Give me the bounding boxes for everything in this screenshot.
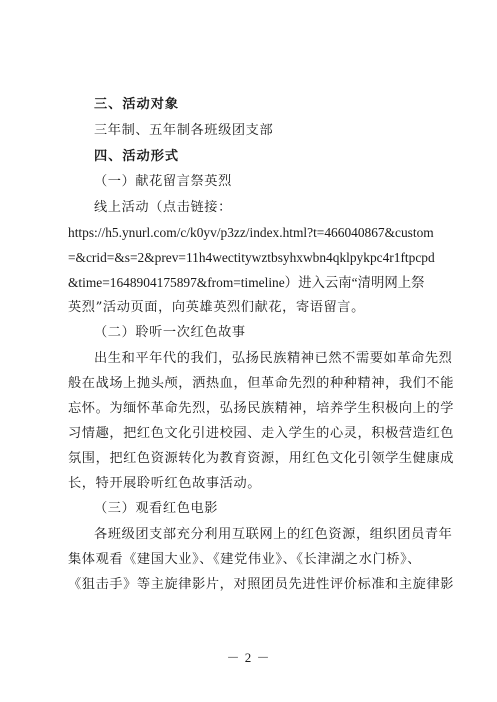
activity-target-text: 三年制、五年制各班级团支部 xyxy=(94,123,274,138)
item1-line: 英烈”活动页面，向英雄英烈们献花，寄语留言。 xyxy=(68,300,365,315)
item1-link-line[interactable]: https://h5.ynurl.com/c/k0yv/p3zz/index.html?t=466040867&custom xyxy=(68,225,434,240)
item3-line: 各班级团支部充分利用互联网上的红色资源，组织团员青年 xyxy=(94,527,453,542)
item2-line: 氛围，把红色资源转化为教育资源，用红色文化引领学生健康成 xyxy=(68,451,455,466)
item2-line: 习情趣，把红色文化引进校园、走入学生的心灵，积极营造红色 xyxy=(68,426,455,441)
item1-link-line[interactable]: =&crid=&s=2&prev=11h4wectitywztbsyhxwbn4qklpykpc4r1ftpcpd xyxy=(68,250,435,265)
item2-line: 出生和平年代的我们，弘扬民族精神已然不需要如革命先烈 xyxy=(94,351,453,366)
item2-title: （二）聆听一次红色故事 xyxy=(94,325,246,340)
item2-line: 忘怀。为缅怀革命先烈，弘扬民族精神，培养学生积极向上的学 xyxy=(68,401,455,416)
page-number: － 2 － xyxy=(226,650,271,665)
item3-title: （三）观看红色电影 xyxy=(94,501,219,516)
item1-title: （一）献花留言祭英烈 xyxy=(94,174,232,189)
item1-link-line: &time=1648904175897&from=timeline）进入云南“清明网上祭 xyxy=(68,275,425,290)
item3-line: 《狙击手》等主旋律影片，对照团员先进性评价标准和主旋律影 xyxy=(68,577,455,592)
item3-line: 集体观看《建国大业》、《建党伟业》、《长津湖之水门桥》、 xyxy=(68,552,422,567)
section-heading-activity-target: 三、活动对象 xyxy=(94,97,180,112)
item1-line: 线上活动（点击链接： xyxy=(94,200,232,215)
item2-line: 般在战场上抛头颅，洒热血，但革命先烈的种种精神，我们不能 xyxy=(68,376,455,391)
section-heading-activity-form: 四、活动形式 xyxy=(94,149,180,164)
item2-line: 长，特开展聆听红色故事活动。 xyxy=(68,476,262,491)
